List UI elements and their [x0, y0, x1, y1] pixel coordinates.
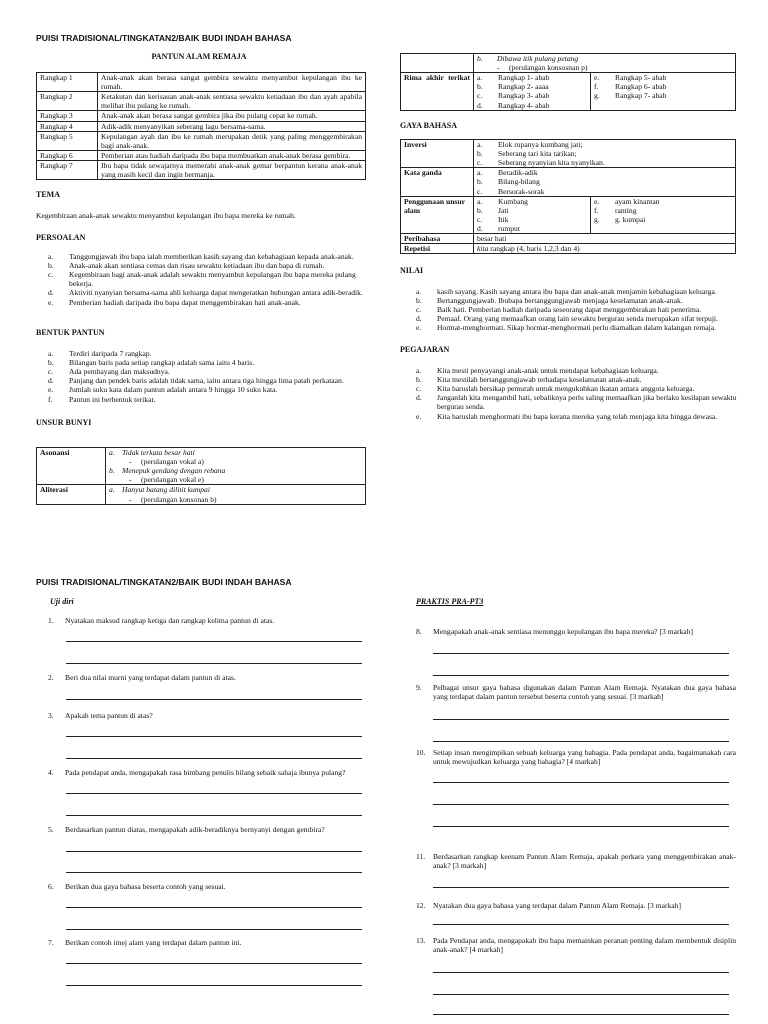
- list-item-text: Pemaaf. Orang yang memaafkan orang lain sewaktu bergurau senda merupakan sifat terpuji.: [437, 314, 718, 324]
- list-item: [477, 82, 587, 91]
- list-item-letter: g.: [594, 91, 600, 101]
- list-item-letter: c.: [477, 158, 483, 168]
- list-item: [477, 73, 587, 82]
- question-text: Berdasarkan pantun diatas, mengapakah adik-beradiknya bernyanyi dengan gembira?: [65, 825, 325, 834]
- rima-right-list: [594, 73, 732, 100]
- list-item: [477, 158, 732, 167]
- answer-line[interactable]: [433, 741, 729, 742]
- question-text: Pada pendapat anda, mengapakah rasa bimbang penulis hilang sebaik sahaja ibunya pulang?: [65, 768, 346, 777]
- rangkap-text: Kepulangan ayah dan ibu ke rumah merupakan detik yang paling menggembirakan bagi anak-anak.: [98, 131, 366, 150]
- list-item-text: Rangkap 5- abab: [615, 73, 667, 83]
- persoalan-heading: PERSOALAN: [36, 233, 86, 242]
- list-item-text: Rangkap 4- abab: [498, 100, 550, 110]
- answer-line[interactable]: [66, 699, 362, 700]
- rangkap-row: [37, 121, 366, 131]
- peribahasa-label: Peribahasa: [404, 234, 441, 244]
- list-item-text: rumput: [498, 223, 520, 233]
- answer-line[interactable]: [66, 985, 362, 986]
- rangkap-text: Ibu bapa tidak sewajarnya memerahi anak-anak gemar berpantun kerana anak-anak yang masih kecil dan ingin bermanja.: [98, 160, 366, 179]
- list-item: [594, 73, 732, 82]
- question: [416, 936, 736, 954]
- rima-table: b. Dibawa itik pulang petang - (perulangan konsosnan p) Rima akhir terikat a. Rangkap 1- abab b. Rangkap 2- aaaa c. Rangkap 3- abab d. Rangkap 4- abab e. Rangkap 5- abab f. Rangkap 6- abab g. Rangkap 7- abab: [400, 53, 736, 111]
- list-item-letter: a.: [416, 287, 422, 296]
- list-item-letter: a.: [477, 73, 483, 83]
- question-number: 4.: [48, 768, 54, 777]
- question-number: 3.: [48, 711, 54, 720]
- question-text: Nyatakan maksud rangkap ketiga dan rangkap kelima pantun di atas.: [65, 616, 275, 625]
- list-item-letter: c.: [477, 214, 483, 224]
- list-item-text: Hormat-menghormati. Sikap hormat-menghormati perlu diamalkan dalam kalangan remaja.: [437, 323, 716, 333]
- poem-title: PANTUN ALAM REMAJA: [151, 52, 247, 61]
- list-item: [416, 314, 742, 323]
- asonansi-a-note: (perulangan vokal a): [141, 457, 204, 467]
- answer-line[interactable]: [66, 663, 362, 664]
- list-item-letter: a.: [48, 252, 54, 261]
- rima-b-text: Dibawa itik pulang petang: [497, 54, 579, 63]
- answer-line[interactable]: [66, 736, 362, 737]
- rangkap-text: Anak-anak akan berasa sangat gembira sewaktu menyambut kepulangan ibu ke rumah.: [98, 73, 366, 92]
- list-item-letter: c.: [416, 384, 422, 394]
- question-number: 9.: [416, 683, 422, 692]
- list-item-letter: d.: [48, 288, 54, 298]
- list-item: [477, 215, 587, 224]
- list-item-letter: e.: [594, 73, 600, 83]
- aliterasi-a: Hanyut batang dilitit kumpai: [122, 485, 210, 495]
- nilai-list: [416, 287, 742, 333]
- list-item-text: Kita haruslah menghormati ibu bapa kerana mereka yang telah menjaga kita hingga dewasa.: [437, 411, 718, 421]
- list-item-letter: c.: [477, 186, 483, 196]
- rangkap-label: Rangkap 5: [37, 131, 98, 150]
- list-item: [48, 376, 366, 385]
- pengajaran-heading: PEGAJARAN: [400, 345, 450, 354]
- list-item-letter: f.: [594, 205, 599, 215]
- list-item-letter: b.: [477, 149, 483, 159]
- list-item: [48, 261, 366, 270]
- list-item-letter: b.: [477, 205, 483, 215]
- list-item: [477, 224, 587, 233]
- list-item-text: Panjang dan pendek baris adalah tidak sama, iaitu antara tiga hingga lima patah perkataan.: [69, 376, 344, 386]
- list-item-letter: d.: [477, 100, 483, 110]
- list-item: [48, 395, 366, 404]
- pengajaran-list: [416, 366, 742, 421]
- list-item-letter: f.: [48, 394, 53, 404]
- question: [416, 683, 736, 701]
- list-item-text: Rangkap 2- aaaa: [498, 82, 549, 92]
- question-number: 5.: [48, 825, 54, 834]
- asonansi-a-letter: a.: [109, 448, 115, 457]
- question: [416, 748, 736, 766]
- list-item-text: Bilang-bilang: [498, 177, 540, 187]
- question-number: 13.: [416, 936, 426, 945]
- question-number: 12.: [416, 901, 426, 910]
- list-item: [477, 149, 732, 158]
- list-item-text: Itik: [498, 214, 509, 224]
- list-item: [477, 168, 732, 177]
- praktis-heading: PRAKTIS PRA-PT3: [416, 597, 484, 606]
- rima-b-letter: b.: [477, 54, 483, 63]
- question-text: Apakah tema pantun di atas?: [65, 711, 153, 720]
- list-item-letter: a.: [477, 168, 483, 178]
- rangkap-row: [37, 92, 366, 111]
- question-number: 7.: [48, 938, 54, 947]
- answer-line[interactable]: [66, 815, 362, 816]
- question: [416, 852, 736, 870]
- rangkap-label: Rangkap 2: [37, 92, 98, 111]
- question-number: 8.: [416, 627, 422, 636]
- question: [48, 673, 380, 682]
- list-item-text: kasih sayang. Kasih sayang antara ibu bapa dan anak-anak menjamin kebahagiaan keluarga.: [437, 287, 717, 296]
- list-item: [594, 82, 732, 91]
- answer-line[interactable]: [433, 826, 729, 827]
- question: [416, 901, 736, 910]
- list-item: [477, 91, 587, 100]
- list-item: [477, 197, 587, 206]
- persoalan-list: [48, 252, 366, 307]
- question-text: Pada Pendapat anda, mengapakah ibu bapa memainkan peranan penting dalam membentuk disiplin anak-anak? [4 markah]: [433, 936, 736, 955]
- question-text: Mengapakah anak-anak sentiasa menunggu kepulangan ibu bapa mereka? [3 markah]: [433, 627, 693, 636]
- list-item: [594, 206, 732, 215]
- question: [48, 825, 380, 834]
- list-item-text: Bersorak-sorak: [498, 186, 545, 196]
- list-item-letter: e.: [48, 297, 54, 307]
- question: [48, 938, 380, 947]
- list-item-text: Jumlah suku kata dalam pantun adalah antara 9 hingga 10 suku kata.: [69, 385, 278, 395]
- list-item-text: Rangkap 6- abab: [615, 82, 667, 92]
- list-item-text: Pemberian hadiah daripada ibu bapa dapat menggembirakan hati anak-anak.: [69, 297, 301, 307]
- list-item-text: Seberang tari kita tarikan;: [498, 149, 577, 159]
- list-item-letter: d.: [416, 314, 422, 324]
- question: [48, 616, 380, 625]
- list-item-letter: b.: [416, 375, 422, 385]
- list-item-letter: b.: [416, 296, 422, 306]
- answer-line[interactable]: [66, 851, 362, 852]
- list-item: [48, 385, 366, 394]
- list-item-text: Kita mesti penyayangi anak-anak untuk mendapat kebahagiaan keluarga.: [437, 366, 659, 375]
- list-item-text: ayam kinantan: [615, 196, 660, 206]
- question: [48, 711, 380, 720]
- list-item-letter: b.: [48, 261, 54, 271]
- unsur-alam-label: Penggunaan unsur alam: [404, 196, 465, 215]
- page2-header: PUISI TRADISIONAL/TINGKATAN2/BAIK BUDI INDAH BAHASA: [36, 577, 292, 587]
- answer-line[interactable]: [433, 887, 729, 888]
- answer-line[interactable]: [66, 907, 362, 908]
- list-item: [477, 187, 732, 196]
- list-item-letter: f.: [594, 82, 599, 92]
- list-item: [416, 287, 742, 296]
- list-item-letter: e.: [416, 323, 422, 333]
- list-item-text: ranting: [615, 205, 637, 215]
- rangkap-row: [37, 111, 366, 121]
- list-item-letter: a.: [48, 349, 54, 358]
- list-item-text: g. kumpai: [615, 214, 646, 224]
- aliterasi-a-note: (perulangan konsonan b): [141, 494, 217, 504]
- rangkap-text: Anak-anak akan berasa sangat gembira jika ibu pulang cepat ke rumah.: [98, 111, 366, 121]
- answer-line[interactable]: [433, 1014, 729, 1015]
- question-text: Berdasarkan rangkap keenam Pantun Alam Remaja, apakah perkara yang menggembirakan anak-anak? [3 markah]: [433, 852, 736, 871]
- list-item-letter: a.: [477, 140, 483, 149]
- list-item-letter: g.: [594, 214, 600, 224]
- list-item: [594, 197, 732, 206]
- list-item: [416, 323, 742, 332]
- answer-line[interactable]: [433, 782, 729, 783]
- unsur-alam-left-list: [477, 197, 587, 233]
- question-text: Berikan contoh imej alam yang terdapat dalam pantun ini.: [65, 938, 242, 947]
- list-item-text: Baik hati. Pemberian hadiah daripada seseorang dapat menggembirakan hati penerima.: [437, 305, 702, 315]
- gaya-bahasa-table: [400, 139, 736, 254]
- inversi-label: Inversi: [404, 140, 427, 149]
- kata-ganda-list: [477, 168, 732, 195]
- answer-line[interactable]: [433, 653, 729, 654]
- list-item-letter: d.: [477, 223, 483, 233]
- rangkap-text: Pemberian atau hadiah daripada ibu bapa membuatkan anak-anak berasa gembira.: [98, 150, 366, 160]
- list-item: [594, 91, 732, 100]
- page-header: PUISI TRADISIONAL/TINGKATAN2/BAIK BUDI INDAH BAHASA: [36, 33, 292, 43]
- rangkap-row: [37, 73, 366, 92]
- rangkap-row: [37, 131, 366, 150]
- rangkap-label: Rangkap 3: [37, 111, 98, 121]
- uji-diri-heading: Uji diri: [50, 597, 74, 606]
- asonansi-a: Tidak terkata besar hati: [122, 448, 195, 457]
- asonansi-b: Menepuk gendang dengan rebana: [122, 466, 226, 476]
- list-item: [48, 298, 366, 307]
- kata-ganda-label: Kata ganda: [404, 168, 442, 178]
- list-item-text: Rangkap 7- abab: [615, 91, 667, 101]
- rangkap-label: Rangkap 7: [37, 160, 98, 179]
- repetisi-label: Repetisi: [404, 244, 431, 254]
- unsur-bunyi-heading: UNSUR BUNYI: [36, 418, 92, 427]
- rangkap-text: Ketakutan dan kerisauan anak-anak sentiasa sewaktu ketiadaan ibu dan ayah apabila melihat ibu pulang ke rumah.: [98, 92, 366, 111]
- nilai-heading: NILAI: [400, 266, 424, 275]
- tema-heading: TEMA: [36, 190, 60, 199]
- rangkap-label: Rangkap 4: [37, 121, 98, 131]
- rangkap-text: Adik-adik menyanyikan seberang lagu bersama-sama.: [98, 121, 366, 131]
- rima-b-note: (perulangan konsosnan p): [509, 63, 588, 73]
- list-item-text: Pantun ini berbentuk terikat.: [69, 394, 156, 404]
- list-item: [48, 367, 366, 376]
- peribahasa-text: besar hati: [477, 234, 507, 244]
- list-item: [416, 384, 742, 393]
- list-item-letter: b.: [477, 177, 483, 187]
- answer-line[interactable]: [433, 994, 729, 995]
- list-item-text: Bertanggungjawab. Ibubapa bertanggungjawab menjaga keselamatan anak-anak.: [437, 296, 683, 306]
- question-number: 10.: [416, 748, 426, 757]
- list-item: [416, 412, 742, 421]
- list-item-letter: d.: [416, 393, 422, 403]
- list-item-text: Seberang nyanyian kita nyanyikan.: [498, 158, 605, 168]
- list-item-text: Aktiviti nyanyian bersama-sama ahli keluarga dapat mengeratkan hubungan antara adik-beradik.: [69, 288, 363, 298]
- list-item: [416, 366, 742, 375]
- question-number: 11.: [416, 852, 426, 861]
- list-item: [477, 177, 732, 186]
- answer-line[interactable]: [66, 793, 362, 794]
- gaya-bahasa-heading: GAYA BAHASA: [400, 121, 457, 130]
- rima-label: Rima akhir terikat: [404, 73, 470, 83]
- list-item-text: Anak-anak akan sentiasa cemas dan risau sewaktu ketiadaan ibu dan bapa di rumah.: [69, 261, 325, 271]
- asonansi-b-note: (perulangan vokal e): [141, 475, 204, 485]
- unsur-alam-right-list: [594, 197, 732, 224]
- answer-line[interactable]: [433, 804, 729, 805]
- list-item: [48, 270, 366, 288]
- list-item: [48, 288, 366, 297]
- list-item-letter: e.: [594, 196, 600, 206]
- tema-text: Kegembiraan anak-anak sewaktu menyambut kepulangan ibu bapa mereka ke rumah.: [36, 211, 296, 220]
- rangkap-row: [37, 150, 366, 160]
- list-item-text: Elok rupanya kumbang jati;: [498, 140, 583, 149]
- list-item-text: Jati: [498, 205, 509, 215]
- question-text: Pelbagai unsur gaya bahasa digunakan dalam Pantun Alam Remaja. Nyatakan dua gaya bahasa yang terdapat dalam pantun tersebut beserta contoh yang sesuai. [3 markah]: [433, 683, 736, 702]
- list-item-letter: c.: [48, 270, 54, 280]
- question-number: 1.: [48, 616, 54, 625]
- bentuk-heading: BENTUK PANTUN: [36, 328, 105, 337]
- list-item-letter: a.: [477, 196, 483, 206]
- list-item-letter: b.: [48, 358, 54, 368]
- list-item-text: Kita mestilah bertanggungjawab terhadapa keselamatan anak-anak.: [437, 375, 642, 385]
- list-item: [477, 206, 587, 215]
- repetisi-text: rangkap (4, baris 1,2,3 dan 4): [488, 244, 580, 254]
- answer-line[interactable]: [433, 719, 729, 720]
- question: [48, 768, 380, 777]
- aliterasi-a-letter: a.: [109, 485, 115, 495]
- list-item-letter: d.: [48, 376, 54, 386]
- repetisi-italic: kita: [477, 244, 489, 254]
- rangkap-table: [36, 72, 366, 180]
- unsur-bunyi-table: Asonansi a. Tidak terkata besar hati - (perulangan vokal a) b. Menepuk gendang dengan rebana - (perulangan vokal e) Aliterasi a. Hanyut batang dilitit kumpai - (perulangan konsonan b): [36, 447, 366, 505]
- question: [48, 882, 380, 891]
- asonansi-label: Asonansi: [40, 448, 70, 457]
- list-item-letter: c.: [48, 367, 54, 377]
- list-item-letter: a.: [416, 366, 422, 375]
- list-item: [48, 252, 366, 261]
- question-number: 2.: [48, 673, 54, 682]
- list-item-letter: b.: [477, 82, 483, 92]
- aliterasi-label: Aliterasi: [40, 485, 68, 495]
- bentuk-list: [48, 349, 366, 404]
- list-item: [594, 215, 732, 224]
- answer-line[interactable]: [433, 972, 729, 973]
- answer-line[interactable]: [66, 929, 362, 930]
- list-item-text: Ada pembayang dan maksudnya.: [69, 367, 170, 377]
- list-item-text: Bilangan baris pada setiap rangkap adalah sama iaitu 4 baris.: [69, 358, 255, 368]
- list-item-text: Terdiri daripada 7 rangkap.: [69, 349, 152, 358]
- asonansi-b-letter: b.: [109, 466, 115, 476]
- list-item-letter: c.: [477, 91, 483, 101]
- list-item-text: Rangkap 1- abab: [498, 73, 550, 83]
- list-item: [416, 393, 742, 411]
- answer-line[interactable]: [433, 675, 729, 676]
- question: [416, 627, 736, 636]
- question-text: Beri dua nilai murni yang terdapat dalam pantun di atas.: [65, 673, 236, 682]
- list-item-letter: e.: [48, 385, 54, 395]
- list-item-text: Beradik-adik: [498, 168, 538, 178]
- answer-line[interactable]: [66, 758, 362, 759]
- list-item: [48, 358, 366, 367]
- rangkap-row: [37, 160, 366, 179]
- question-number: 6.: [48, 882, 54, 891]
- rangkap-label: Rangkap 6: [37, 150, 98, 160]
- list-item: [416, 305, 742, 314]
- list-item: [416, 296, 742, 305]
- list-item: [48, 349, 366, 358]
- answer-line[interactable]: [66, 872, 362, 873]
- list-item: [416, 375, 742, 384]
- question-text: Nyatakan dua gaya bahasa yang terdapat dalam Pantun Alam Remaja. [3 markah]: [433, 901, 681, 910]
- answer-line[interactable]: [66, 963, 362, 964]
- list-item-text: Kegembiraan bagi anak-anak adalah sewaktu menyambut kepulangan ibu bapa mereka pulang bekerja.: [69, 270, 356, 289]
- list-item-letter: c.: [416, 305, 422, 315]
- answer-line[interactable]: [433, 924, 729, 925]
- question-text: Setiap insan mengimpikan sebuah keluarga yang bahagia. Pada pendapat anda, bagaimanakah cara untuk mewujudkan keluarga yang bahagia? [4 markah]: [433, 748, 736, 767]
- question-text: Berikan dua gaya bahasa beserta contoh yang sesuai.: [65, 882, 226, 891]
- list-item-text: Kumbang: [498, 196, 528, 206]
- list-item: [477, 140, 732, 149]
- list-item-text: Kita haruslah bersikap pemurah untuk mengukuhkan ikatan antara anggota keluarga.: [437, 384, 695, 394]
- list-item-text: Rangkap 3- abab: [498, 91, 550, 101]
- list-item-letter: e.: [416, 411, 422, 421]
- answer-line[interactable]: [66, 641, 362, 642]
- inversi-list: [477, 140, 732, 167]
- rima-left-list: [477, 73, 587, 109]
- rangkap-label: Rangkap 1: [37, 73, 98, 92]
- list-item-text: Janganlah kita mengambil hati, sebaliknya perlu saling memaafkan jika berlaku kesilapan sewaktu bergurau senda.: [437, 393, 737, 412]
- list-item: [477, 101, 587, 110]
- list-item-text: Tanggungjawab ibu bapa ialah memberikan kasih sayang dan kebahagiaan kepada anak-anak.: [69, 252, 354, 261]
